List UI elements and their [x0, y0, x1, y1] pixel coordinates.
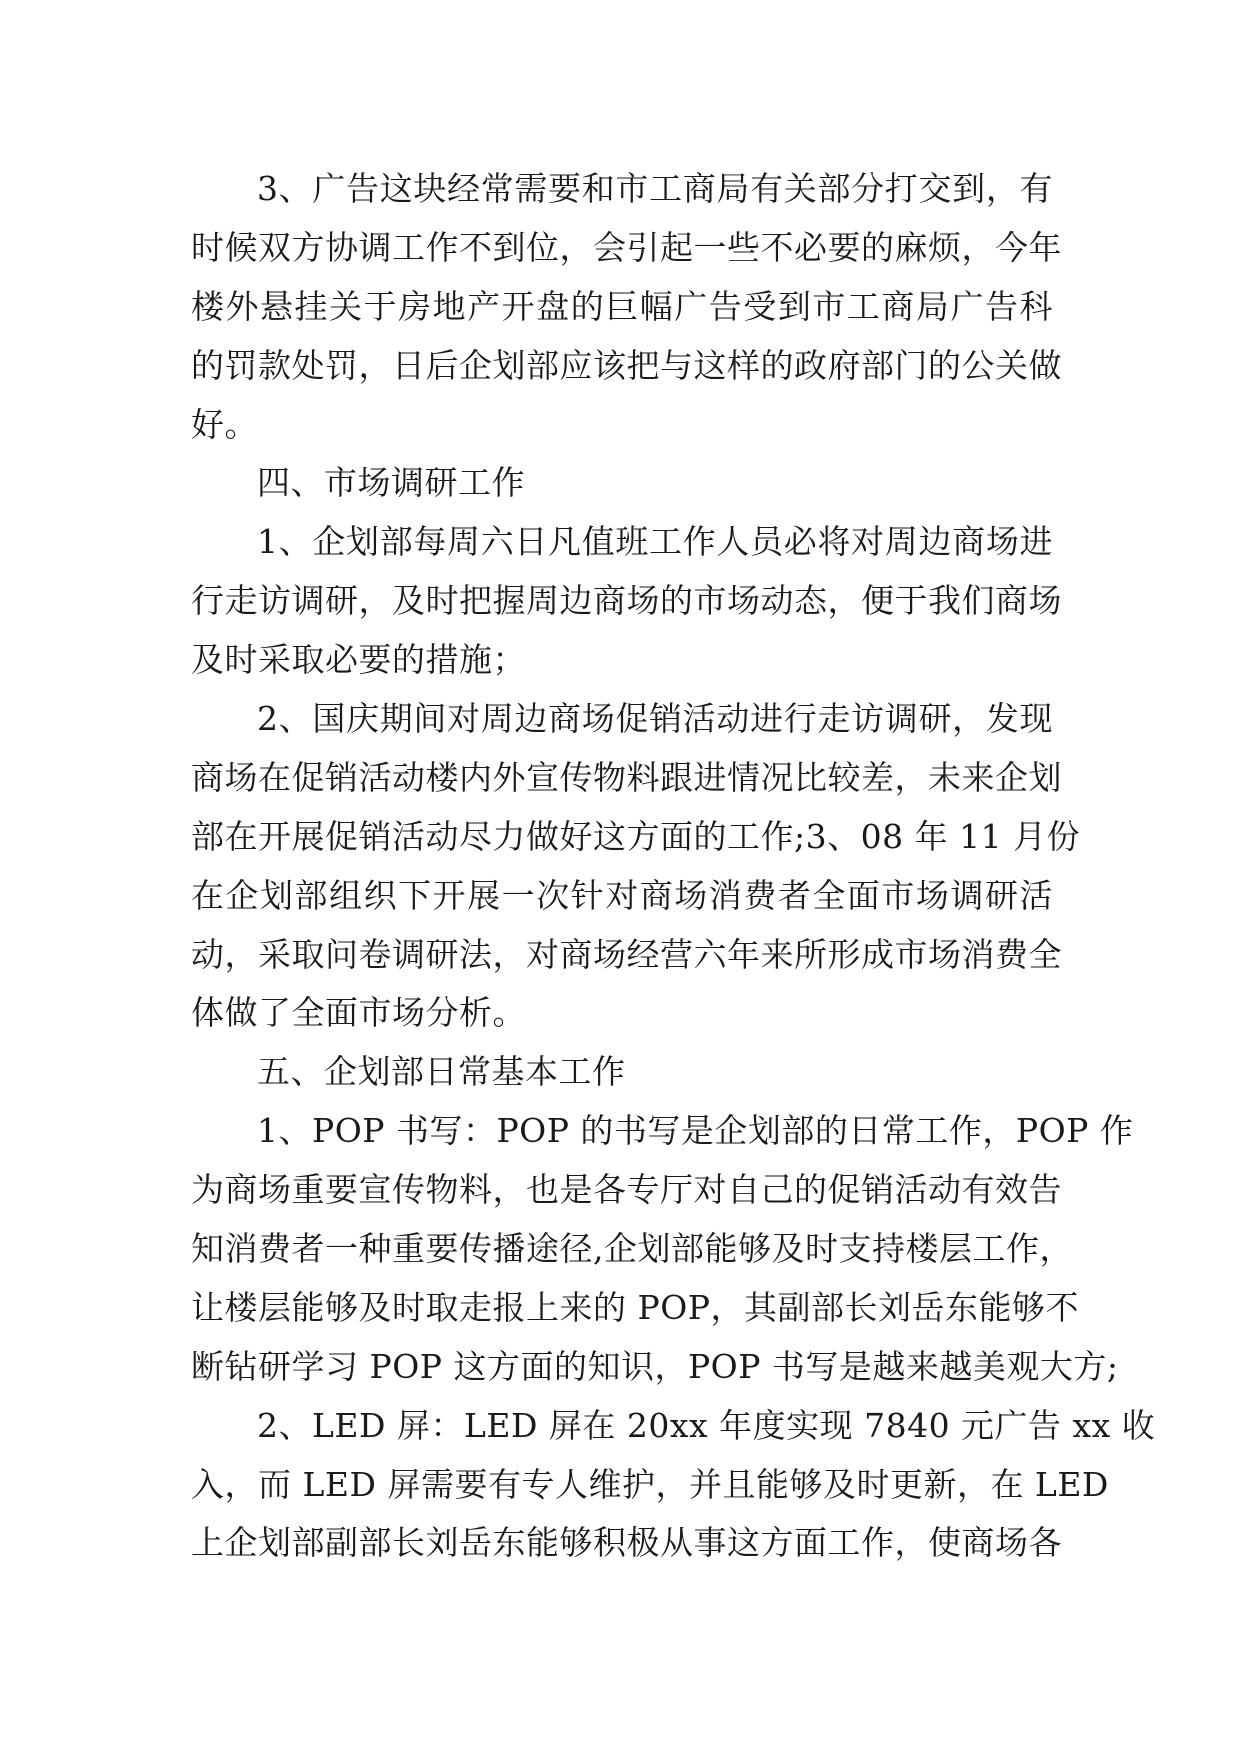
document-line: 体做了全面市场分析。: [191, 993, 526, 1033]
document-line: 五、企划部日常基本工作: [257, 1052, 626, 1092]
document-line: 入，而 LED 屏需要有专人维护，并且能够及时更新，在 LED: [191, 1464, 1109, 1504]
document-line: 时候双方协调工作不到位，会引起一些不必要的麻烦，今年: [191, 227, 1062, 267]
document-line: 行走访调研，及时把握周边商场的市场动态，便于我们商场: [191, 581, 1062, 621]
document-line: 为商场重要宣传物料，也是各专厅对自己的促销活动有效告: [191, 1170, 1062, 1210]
document-line: 商场在促销活动楼内外宣传物料跟进情况比较差，未来企划: [191, 757, 1062, 797]
document-line: 在企划部组织下开展一次针对商场消费者全面市场调研活: [191, 875, 1053, 915]
document-line: 1、企划部每周六日凡值班工作人员必将对周边商场进: [257, 522, 1053, 562]
document-line: 的罚款处罚，日后企划部应该把与这样的政府部门的公关做: [191, 345, 1062, 385]
document-line: 好。: [191, 404, 258, 444]
document-line: 知消费者一种重要传播途径,企划部能够及时支持楼层工作，: [191, 1229, 1073, 1269]
document-line: 2、LED 屏：LED 屏在 20xx 年度实现 7840 元广告 xx 收: [257, 1405, 1156, 1445]
document-line: 四、市场调研工作: [257, 463, 525, 503]
document-line: 及时采取必要的措施；: [191, 640, 526, 680]
document-line: 断钻研学习 POP 这方面的知识，POP 书写是越来越美观大方;: [191, 1346, 1119, 1386]
document-line: 1、POP 书写：POP 的书写是企划部的日常工作，POP 作: [257, 1111, 1134, 1151]
document-line: 动，采取问卷调研法，对商场经营六年来所形成市场消费全: [191, 934, 1062, 974]
document-body: [191, 160, 1156, 1573]
document-line: 3、广告这块经常需要和市工商局有关部分打交到，有: [257, 169, 1053, 208]
document-line: 楼外悬挂关于房地产开盘的巨幅广告受到市工商局广告科: [191, 286, 1053, 326]
document-line: 2、国庆期间对周边商场促销活动进行走访调研，发现: [257, 699, 1053, 739]
document-line: 上企划部副部长刘岳东能够积极从事这方面工作，使商场各: [191, 1523, 1062, 1563]
document-line: 部在开展促销活动尽力做好这方面的工作;3、08 年 11 月份: [191, 816, 1081, 856]
document-line: 让楼层能够及时取走报上来的 POP，其副部长刘岳东能够不: [191, 1287, 1079, 1327]
